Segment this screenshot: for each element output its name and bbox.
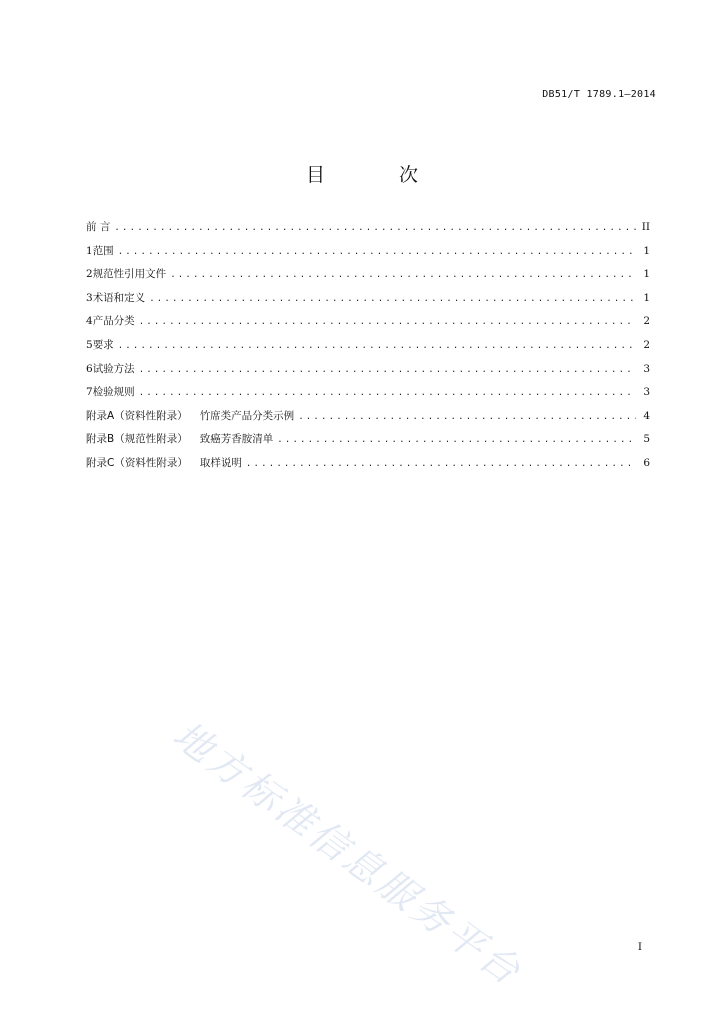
toc-entry-foreword[interactable] [86,219,650,243]
document-code: DB51/T 1789.1—2014 [542,89,656,100]
toc-leader-dots [118,341,636,351]
toc-entry-subtitle: 致癌芳香胺清单 [199,433,274,446]
toc-leader-dots [118,247,636,257]
toc-entry-page: 2 [643,315,650,328]
toc-leader-dots [298,412,636,422]
toc-entry-page: II [641,221,650,233]
toc-entry-annex-b[interactable] [86,431,650,455]
toc-entry-page: 1 [643,291,650,304]
watermark: 地方标准信息服务平台 [165,712,531,996]
toc-entry-page: 3 [643,386,650,399]
table-of-contents [86,219,650,479]
toc-entry-label: 附录C（资料性附录） [86,456,188,469]
toc-entry-number: 4 [86,315,93,328]
toc-leader-dots [139,388,636,398]
toc-entry-scope[interactable] [86,243,650,267]
toc-entry-number: 1 [86,244,93,257]
toc-entry-label: 术语和定义 [92,291,146,304]
toc-entry-subtitle: 取样说明 [199,456,242,469]
toc-entry-subtitle: 竹席类产品分类示例 [199,409,295,422]
toc-leader-dots [139,317,636,327]
toc-entry-test-methods[interactable] [86,361,650,385]
toc-entry-number: 3 [86,291,93,304]
toc-entry-page: 1 [643,244,650,257]
toc-entry-page: 4 [643,409,650,422]
toc-entry-number: 5 [86,338,93,351]
toc-entry-page: 2 [643,338,650,351]
toc-entry-label: 附录A（资料性附录） [86,409,188,422]
toc-entry-page: 6 [643,456,650,469]
toc-entry-number: 6 [86,362,93,375]
toc-entry-label: 范围 [92,244,114,257]
toc-entry-number: 2 [86,268,93,281]
toc-entry-label: 试验方法 [92,362,135,375]
toc-entry-normative-references[interactable] [86,266,650,290]
toc-entry-label: 规范性引用文件 [92,268,167,281]
toc-entry-page: 5 [643,433,650,446]
toc-entry-label: 要求 [92,338,114,351]
toc-entry-page: 3 [643,362,650,375]
toc-leader-dots [170,270,636,280]
toc-entry-annex-a[interactable] [86,408,650,432]
toc-entry-label: 检验规则 [92,386,135,399]
toc-leader-dots [277,435,636,445]
toc-entry-terms-definitions[interactable] [86,290,650,314]
toc-entry-number: 7 [86,386,93,399]
toc-entry-label: 产品分类 [92,315,135,328]
toc-entry-annex-c[interactable] [86,455,650,479]
toc-leader-dots [246,459,636,469]
toc-entry-inspection-rules[interactable] [86,384,650,408]
page-number: I [637,941,642,953]
toc-leader-dots [139,365,636,375]
toc-entry-label: 前 言 [86,221,111,233]
toc-title: 目 次 [305,164,453,186]
toc-entry-label: 附录B（规范性附录） [86,433,188,446]
toc-leader-dots [114,223,636,233]
toc-leader-dots [149,294,636,304]
toc-entry-page: 1 [643,268,650,281]
toc-entry-requirements[interactable] [86,337,650,361]
toc-entry-product-classification[interactable] [86,313,650,337]
